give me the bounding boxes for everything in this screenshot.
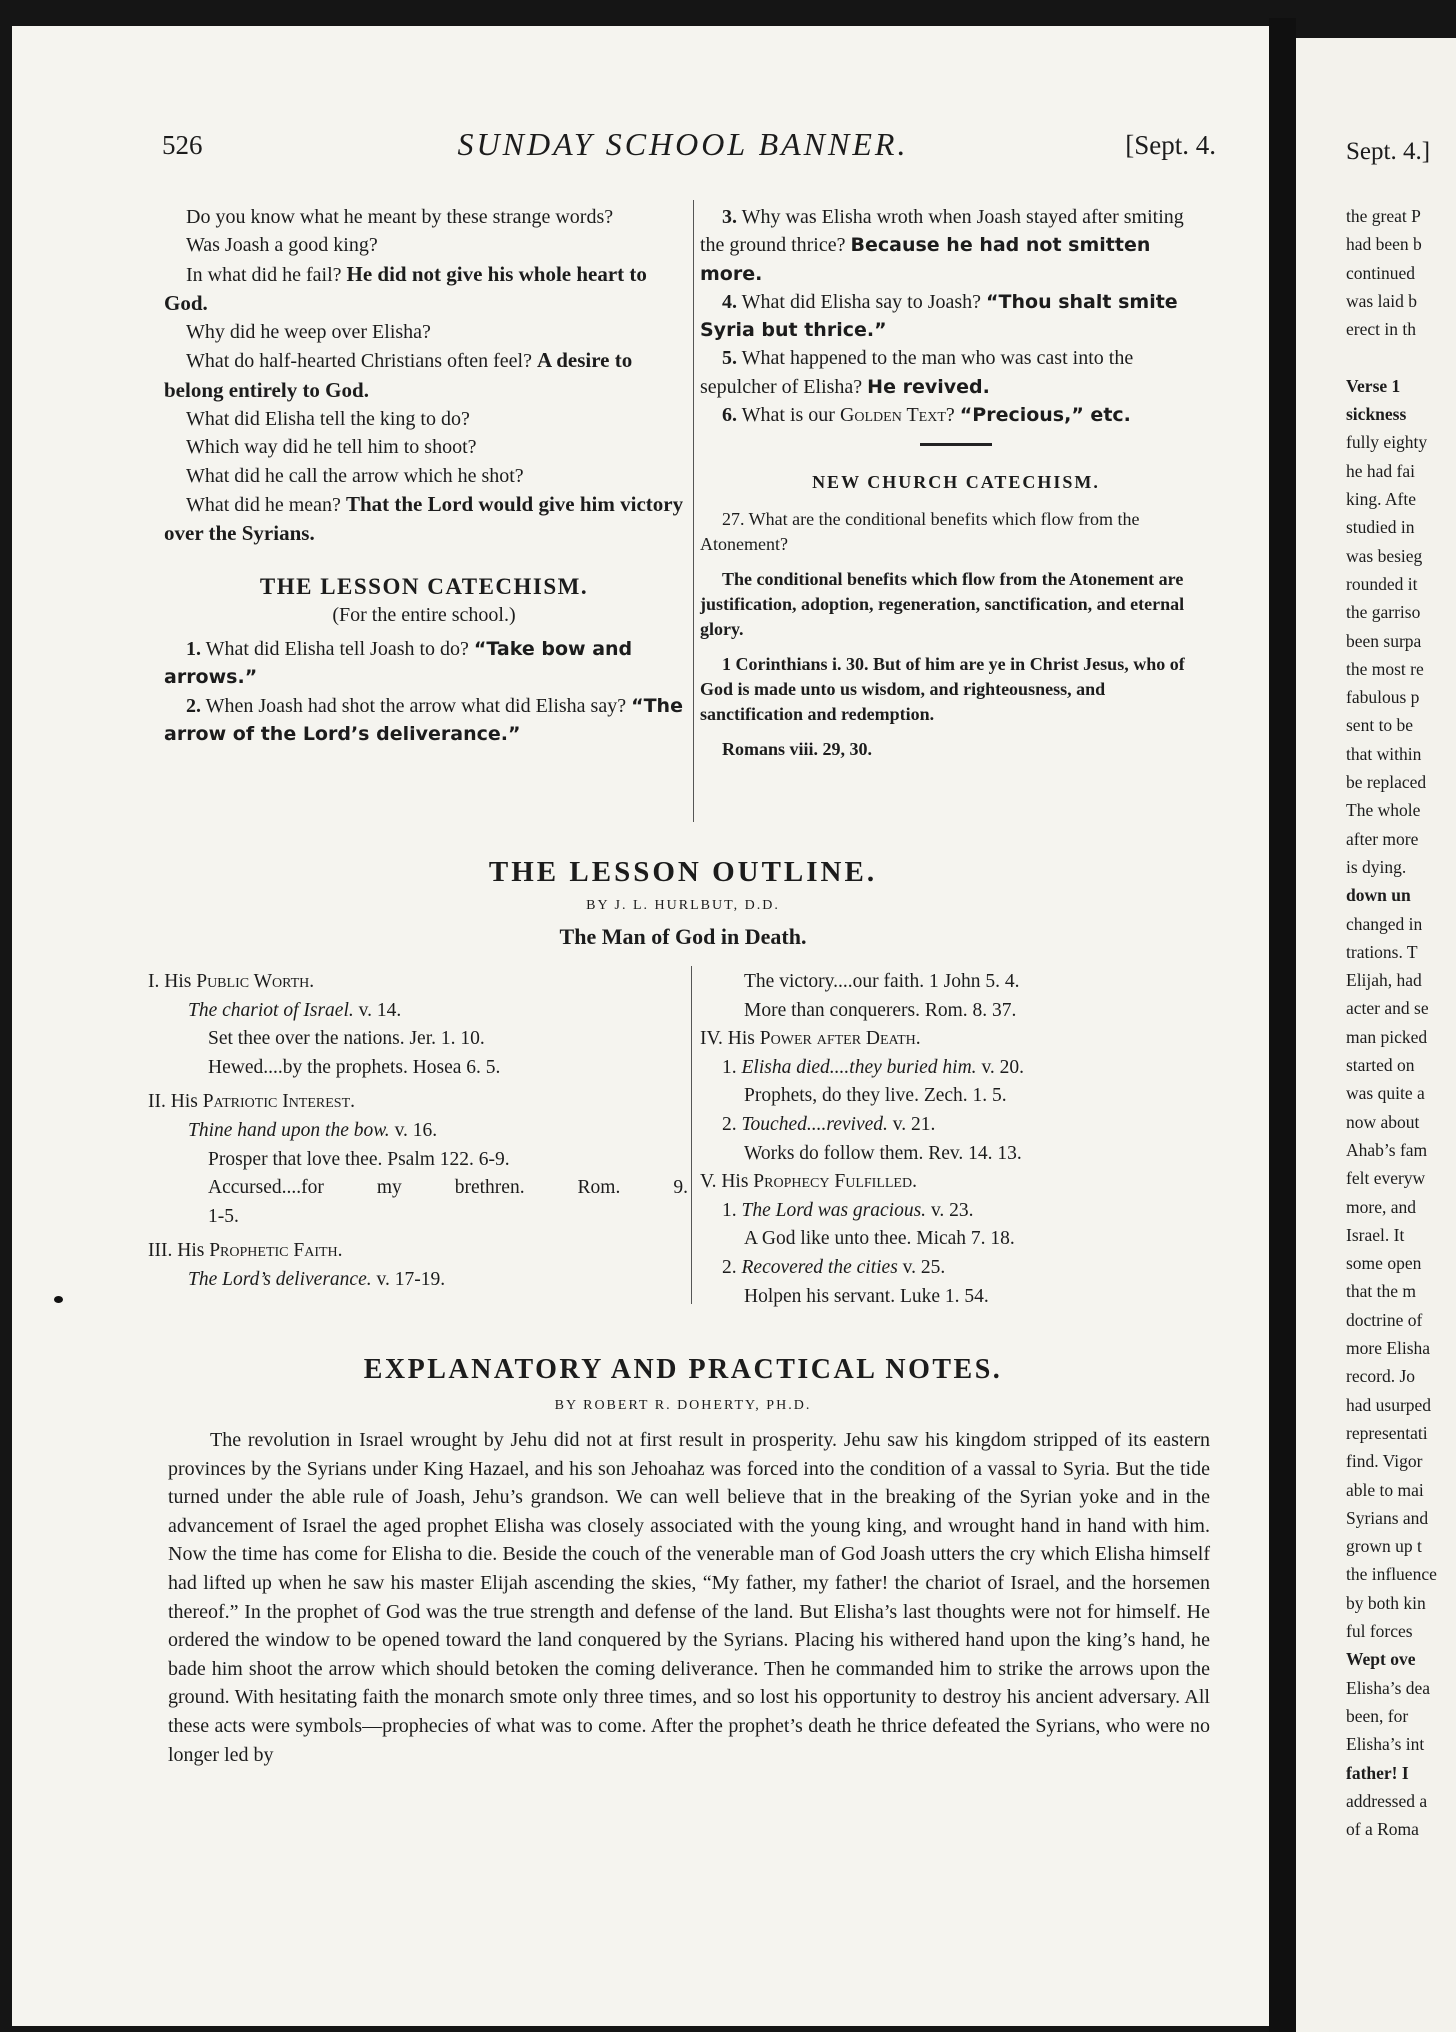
facing-page-line: he had fai <box>1346 460 1415 481</box>
facing-page-line: the garriso <box>1346 602 1421 623</box>
answer: “The arrow of the Lord’s deliverance.” <box>164 694 683 746</box>
answer: “Take bow and arrows.” <box>164 638 633 689</box>
facing-page <box>1296 38 1456 2032</box>
catechism-item: 1. What did Elisha tell Joash to do? “Take bow and arrows.” <box>164 638 633 689</box>
question-line: In what did he fail? He did not give his whole heart to God. <box>164 261 647 315</box>
facing-page-line: The whole <box>1346 800 1421 821</box>
question-line: What did Elisha tell the king to do? <box>186 408 470 431</box>
question-line: What did he call the arrow which he shot? <box>186 464 524 487</box>
outline-citation: Accursed....for my brethren. Rom. 9. 1-5. <box>208 1177 688 1227</box>
answer: Because he had not smitten more. <box>700 234 1151 285</box>
facing-page-line: the most re <box>1346 658 1424 679</box>
outline-byline: BY J. L. HURLBUT, D.D. <box>586 898 780 913</box>
facing-page-line: been surpa <box>1346 630 1422 651</box>
facing-page-line: of a Roma <box>1346 1819 1419 1840</box>
outline-point: 1. Elisha died....they buried him. v. 20. <box>722 1056 1025 1078</box>
facing-page-line: was laid b <box>1346 290 1417 311</box>
facing-page-line: continued <box>1346 262 1416 283</box>
outline-divider <box>691 966 692 1304</box>
facing-page-line: grown up t <box>1346 1536 1422 1557</box>
outline-citation: Set thee over the nations. Jer. 1. 10. <box>208 1028 485 1050</box>
column-divider <box>693 200 694 822</box>
outline-point: Thine hand upon the bow. v. 16. <box>188 1119 438 1141</box>
facing-page-line: fabulous p <box>1346 687 1420 708</box>
facing-page-line: sickness <box>1346 404 1407 425</box>
outline-citation: The victory....our faith. 1 John 5. 4. <box>744 971 1020 992</box>
section-rule <box>920 443 992 446</box>
facing-page-line: erect in th <box>1346 319 1416 340</box>
catechism-item: 4. What did Elisha say to Joash? “Thou shalt smite Syria but thrice.” <box>700 290 1178 342</box>
right-column <box>700 203 1212 772</box>
new-church-catechism-title: NEW CHURCH CATECHISM. <box>812 472 1100 493</box>
facing-page-line: some open <box>1346 1253 1422 1274</box>
facing-page-line: Elijah, had <box>1346 970 1422 991</box>
outline-right <box>700 968 1220 1311</box>
question-line: Do you know what he meant by these strange words? <box>186 206 614 228</box>
lesson-catechism-subtitle: (For the entire school.) <box>332 603 516 626</box>
nc-question: 27. What are the conditional benefits which flow from the Atonement? <box>700 508 1140 554</box>
outline-point: The chariot of Israel. v. 14. <box>188 999 402 1021</box>
facing-page-line: after more <box>1346 828 1419 849</box>
answer: He revived. <box>867 375 990 398</box>
outline-heading: IV. His Power after Death. <box>700 1028 921 1050</box>
ink-speck <box>54 1296 63 1303</box>
question-line: Why did he weep over Elisha? <box>186 321 431 344</box>
facing-page-line: record. Jo <box>1346 1366 1416 1387</box>
question-line: What did he mean? That the Lord would give him victory over the Syrians. <box>164 491 684 546</box>
left-column <box>164 203 684 748</box>
facing-page-line: started on <box>1346 1055 1415 1075</box>
facing-page-line: acter and se <box>1346 998 1429 1019</box>
facing-page-header: Sept. 4.] <box>1346 138 1431 165</box>
page-date: [Sept. 4. <box>1125 130 1216 160</box>
outline-point: 2. Recovered the cities v. 25. <box>722 1256 946 1278</box>
facing-page-line: king. Afte <box>1346 489 1416 509</box>
facing-page-line: is dying. <box>1346 856 1407 877</box>
book-gutter <box>1269 18 1296 2032</box>
outline-left <box>148 968 688 1295</box>
facing-page-line: be replaced <box>1346 772 1427 792</box>
facing-page-line: Elisha’s int <box>1346 1734 1425 1755</box>
facing-page-line: sent to be <box>1346 715 1414 736</box>
facing-page-line: that the m <box>1346 1281 1416 1302</box>
facing-page-line: trations. T <box>1346 941 1418 962</box>
answer: He did not give his whole heart to God. <box>164 261 647 315</box>
facing-page-line: more, and <box>1346 1196 1416 1217</box>
outline-point: 1. The Lord was gracious. v. 23. <box>722 1199 974 1221</box>
page-title: SUNDAY SCHOOL BANNER. <box>457 126 909 162</box>
facing-page-line: ful forces <box>1346 1621 1413 1641</box>
catechism-item: 6. What is our Golden Text? “Precious,” etc. <box>722 404 1131 427</box>
facing-page-line: fully eighty <box>1346 432 1428 453</box>
outline-citation: Prosper that love thee. Psalm 122. 6-9. <box>208 1148 510 1170</box>
outline-title: THE LESSON OUTLINE. <box>488 856 878 888</box>
catechism-item: 5. What happened to the man who was cast into the sepulcher of Elisha? He revived. <box>700 347 1134 398</box>
facing-page-line: by both kin <box>1346 1592 1426 1613</box>
outline-citation: Hewed....by the prophets. Hosea 6. 5. <box>208 1056 501 1078</box>
outline-citation: More than conquerers. Rom. 8. 37. <box>744 999 1017 1021</box>
facing-page-line: find. Vigor <box>1346 1451 1423 1472</box>
facing-page-line: the great P <box>1346 206 1421 226</box>
outline-subtitle: The Man of God in Death. <box>559 924 807 949</box>
facing-page-line: felt everyw <box>1346 1168 1426 1189</box>
facing-page-line: down un <box>1346 885 1411 906</box>
facing-page-line: had usurped <box>1346 1394 1432 1415</box>
outline-heading: II. His Patriotic Interest. <box>148 1091 356 1113</box>
facing-page-line: representati <box>1346 1422 1428 1443</box>
notes-title: EXPLANATORY AND PRACTICAL NOTES. <box>363 1354 1003 1385</box>
page-number: 526 <box>162 130 203 160</box>
facing-page-line: man picked <box>1346 1026 1428 1047</box>
facing-page-line: doctrine of <box>1346 1309 1423 1330</box>
facing-page-line: that within <box>1346 743 1422 764</box>
nc-reference: 1 Corinthians i. 30. But of him are ye in Christ Jesus, who of God is made unto us wisdom, and righteousness, and sanctification and redemption. <box>700 653 1185 724</box>
facing-page-line: Ahab’s fam <box>1346 1139 1428 1160</box>
facing-page-line: the influence <box>1346 1564 1437 1585</box>
lesson-catechism-title: THE LESSON CATECHISM. <box>259 573 589 599</box>
facing-page-line: been, for <box>1346 1705 1409 1726</box>
facing-page-line: Wept ove <box>1346 1649 1416 1670</box>
facing-page-line: father! I <box>1346 1762 1409 1783</box>
facing-page-line: addressed a <box>1346 1790 1428 1811</box>
facing-page-line: changed in <box>1346 913 1423 934</box>
facing-page-line: Verse 1 <box>1346 375 1401 396</box>
answer: “Thou shalt smite Syria but thrice.” <box>700 290 1178 342</box>
outline-citation: Holpen his servant. Luke 1. 54. <box>744 1285 989 1307</box>
running-header <box>150 120 1216 166</box>
answer: That the Lord would give him victory over the Syrians. <box>164 491 684 546</box>
outline-citation: Prophets, do they live. Zech. 1. 5. <box>744 1085 1007 1107</box>
facing-page-line: had been b <box>1346 234 1422 255</box>
facing-page-line: rounded it <box>1346 573 1418 594</box>
answer: A desire to belong entirely to God. <box>164 348 633 402</box>
outline-citation: A God like unto thee. Micah 7. 18. <box>744 1228 1015 1250</box>
outline-point: The Lord’s deliverance. v. 17-19. <box>188 1268 446 1290</box>
outline-heading: I. His Public Worth. <box>148 971 315 992</box>
catechism-item: 2. When Joash had shot the arrow what did Elisha say? “The arrow of the Lord’s deliverance.” <box>164 694 683 746</box>
facing-page-line: Israel. It <box>1346 1224 1405 1245</box>
outline-point: 2. Touched....revived. v. 21. <box>722 1113 936 1135</box>
outline-heading: V. His Prophecy Fulfilled. <box>700 1171 917 1193</box>
outline-citation: Works do follow them. Rev. 14. 13. <box>744 1142 1022 1164</box>
facing-page-line: able to mai <box>1346 1479 1424 1500</box>
notes-byline: BY ROBERT R. DOHERTY, PH.D. <box>554 1398 812 1413</box>
facing-page-line: studied in <box>1346 517 1415 538</box>
facing-page-line: Syrians and <box>1346 1507 1429 1528</box>
answer: “Precious,” etc. <box>959 404 1131 427</box>
question-line: Which way did he tell him to shoot? <box>186 436 477 459</box>
facing-page-line: was besieg <box>1346 545 1423 566</box>
facing-page-line: Elisha’s dea <box>1346 1677 1431 1698</box>
nc-answer: The conditional benefits which flow from the Atonement are justification, adoption, regeneration, sanctification, and eternal glory. <box>700 568 1185 639</box>
catechism-item: 3. Why was Elisha wroth when Joash stayed after smiting the ground thrice? Because he had not smitten more. <box>700 206 1184 285</box>
question-line: Was Joash a good king? <box>186 234 378 257</box>
question-line: What do half-hearted Christians often feel? A desire to belong entirely to God. <box>164 348 633 402</box>
notes-body: The revolution in Israel wrought by Jehu did not at first result in prosperity. Jehu saw his kingdom stripped of its eastern provinces by the Syrians under King Hazael, and his son Jehoahaz was forced into the condition of a vassal to Syria. But the tide turned under the able rule of Joash, Jehu’s grandson. We can well believe that in the breaking of the Syrian yoke and in the advancement of Israel the aged prophet Elisha was closely associated with the young king, and wrought hand in hand with him. Now the time has come for Elisha to die. Beside the couch of the venerable man of God Joash utters the cry which Elisha himself had lifted up when he saw his master Elijah ascending the skies, “My father, my father! the chariot of Israel, and the horsemen thereof.” In the prophet of God was the true strength and defense of the land. But Elisha’s last thoughts were not for himself. He ordered the window to be opened toward the land conquered by the Syrians. Placing his withered hand upon the king’s hand, he bade him shoot the arrow which should betoken the coming deliverance. Then he commanded him to strike the arrows upon the ground. With hesitating faith the monarch smote only three times, and so lost his opportunity to destroy his ancient adversary. All these acts were symbols—prophecies of what was to come. After the prophet’s death he thrice defeated the Syrians, who were no longer led by <box>168 1429 1210 1766</box>
outline-heading: III. His Prophetic Faith. <box>148 1240 343 1262</box>
facing-page-line: more Elisha <box>1346 1338 1431 1358</box>
nc-reference: Romans viii. 29, 30. <box>722 738 873 759</box>
facing-page-line: now about <box>1346 1111 1420 1132</box>
facing-page-line: was quite a <box>1346 1083 1425 1104</box>
